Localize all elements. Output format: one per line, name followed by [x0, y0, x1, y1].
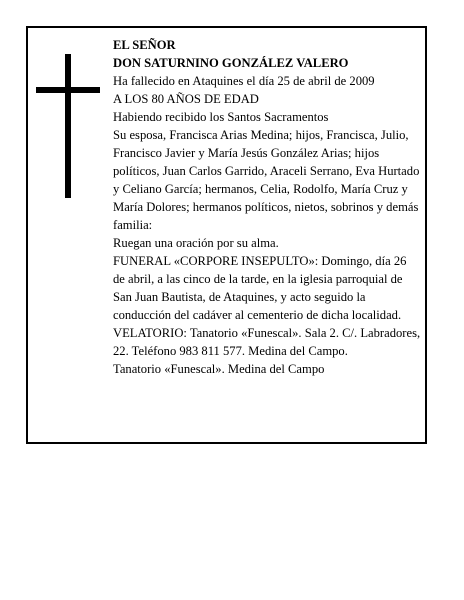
- notice-text: [113, 36, 421, 378]
- deceased-name: DON SATURNINO GONZÁLEZ VALERO: [113, 56, 349, 70]
- sacraments-line: Habiendo recibido los Santos Sacramentos: [113, 110, 329, 124]
- funeral-paragraph: FUNERAL «CORPORE INSEPULTO»: Domingo, día 26 de abril, a las cinco de la tarde, en la iglesia parroquial de San Juan Bautista, de Ataquines, y acto seguido la conducción del cadáver al cementerio de dicha localidad.: [113, 254, 407, 322]
- cross-vertical-bar: [65, 54, 71, 198]
- cross-icon: [36, 54, 100, 198]
- death-line: Ha fallecido en Ataquines el día 25 de abril de 2009: [113, 74, 375, 88]
- prayer-line: Ruegan una oración por su alma.: [113, 236, 279, 250]
- footer-line: Tanatorio «Funescal». Medina del Campo: [113, 362, 325, 376]
- age-line: A LOS 80 AÑOS DE EDAD: [113, 92, 259, 106]
- notice-title: EL SEÑOR: [113, 38, 176, 52]
- family-paragraph: Su esposa, Francisca Arias Medina; hijos, Francisca, Julio, Francisco Javier y María Jesús González Arias; hijos políticos, Juan Carlos Garrido, Araceli Serrano, Eva Hurtado y Celiano García; hermanos, Celia, Rodolfo, María Cruz y María Dolores; hermanos políticos, nietos, sobrinos y demás familia:: [113, 128, 420, 232]
- wake-paragraph: VELATORIO: Tanatorio «Funescal». Sala 2. C/. Labradores, 22. Teléfono 983 811 577. Medina del Campo.: [113, 326, 421, 358]
- cross-horizontal-bar: [36, 87, 100, 93]
